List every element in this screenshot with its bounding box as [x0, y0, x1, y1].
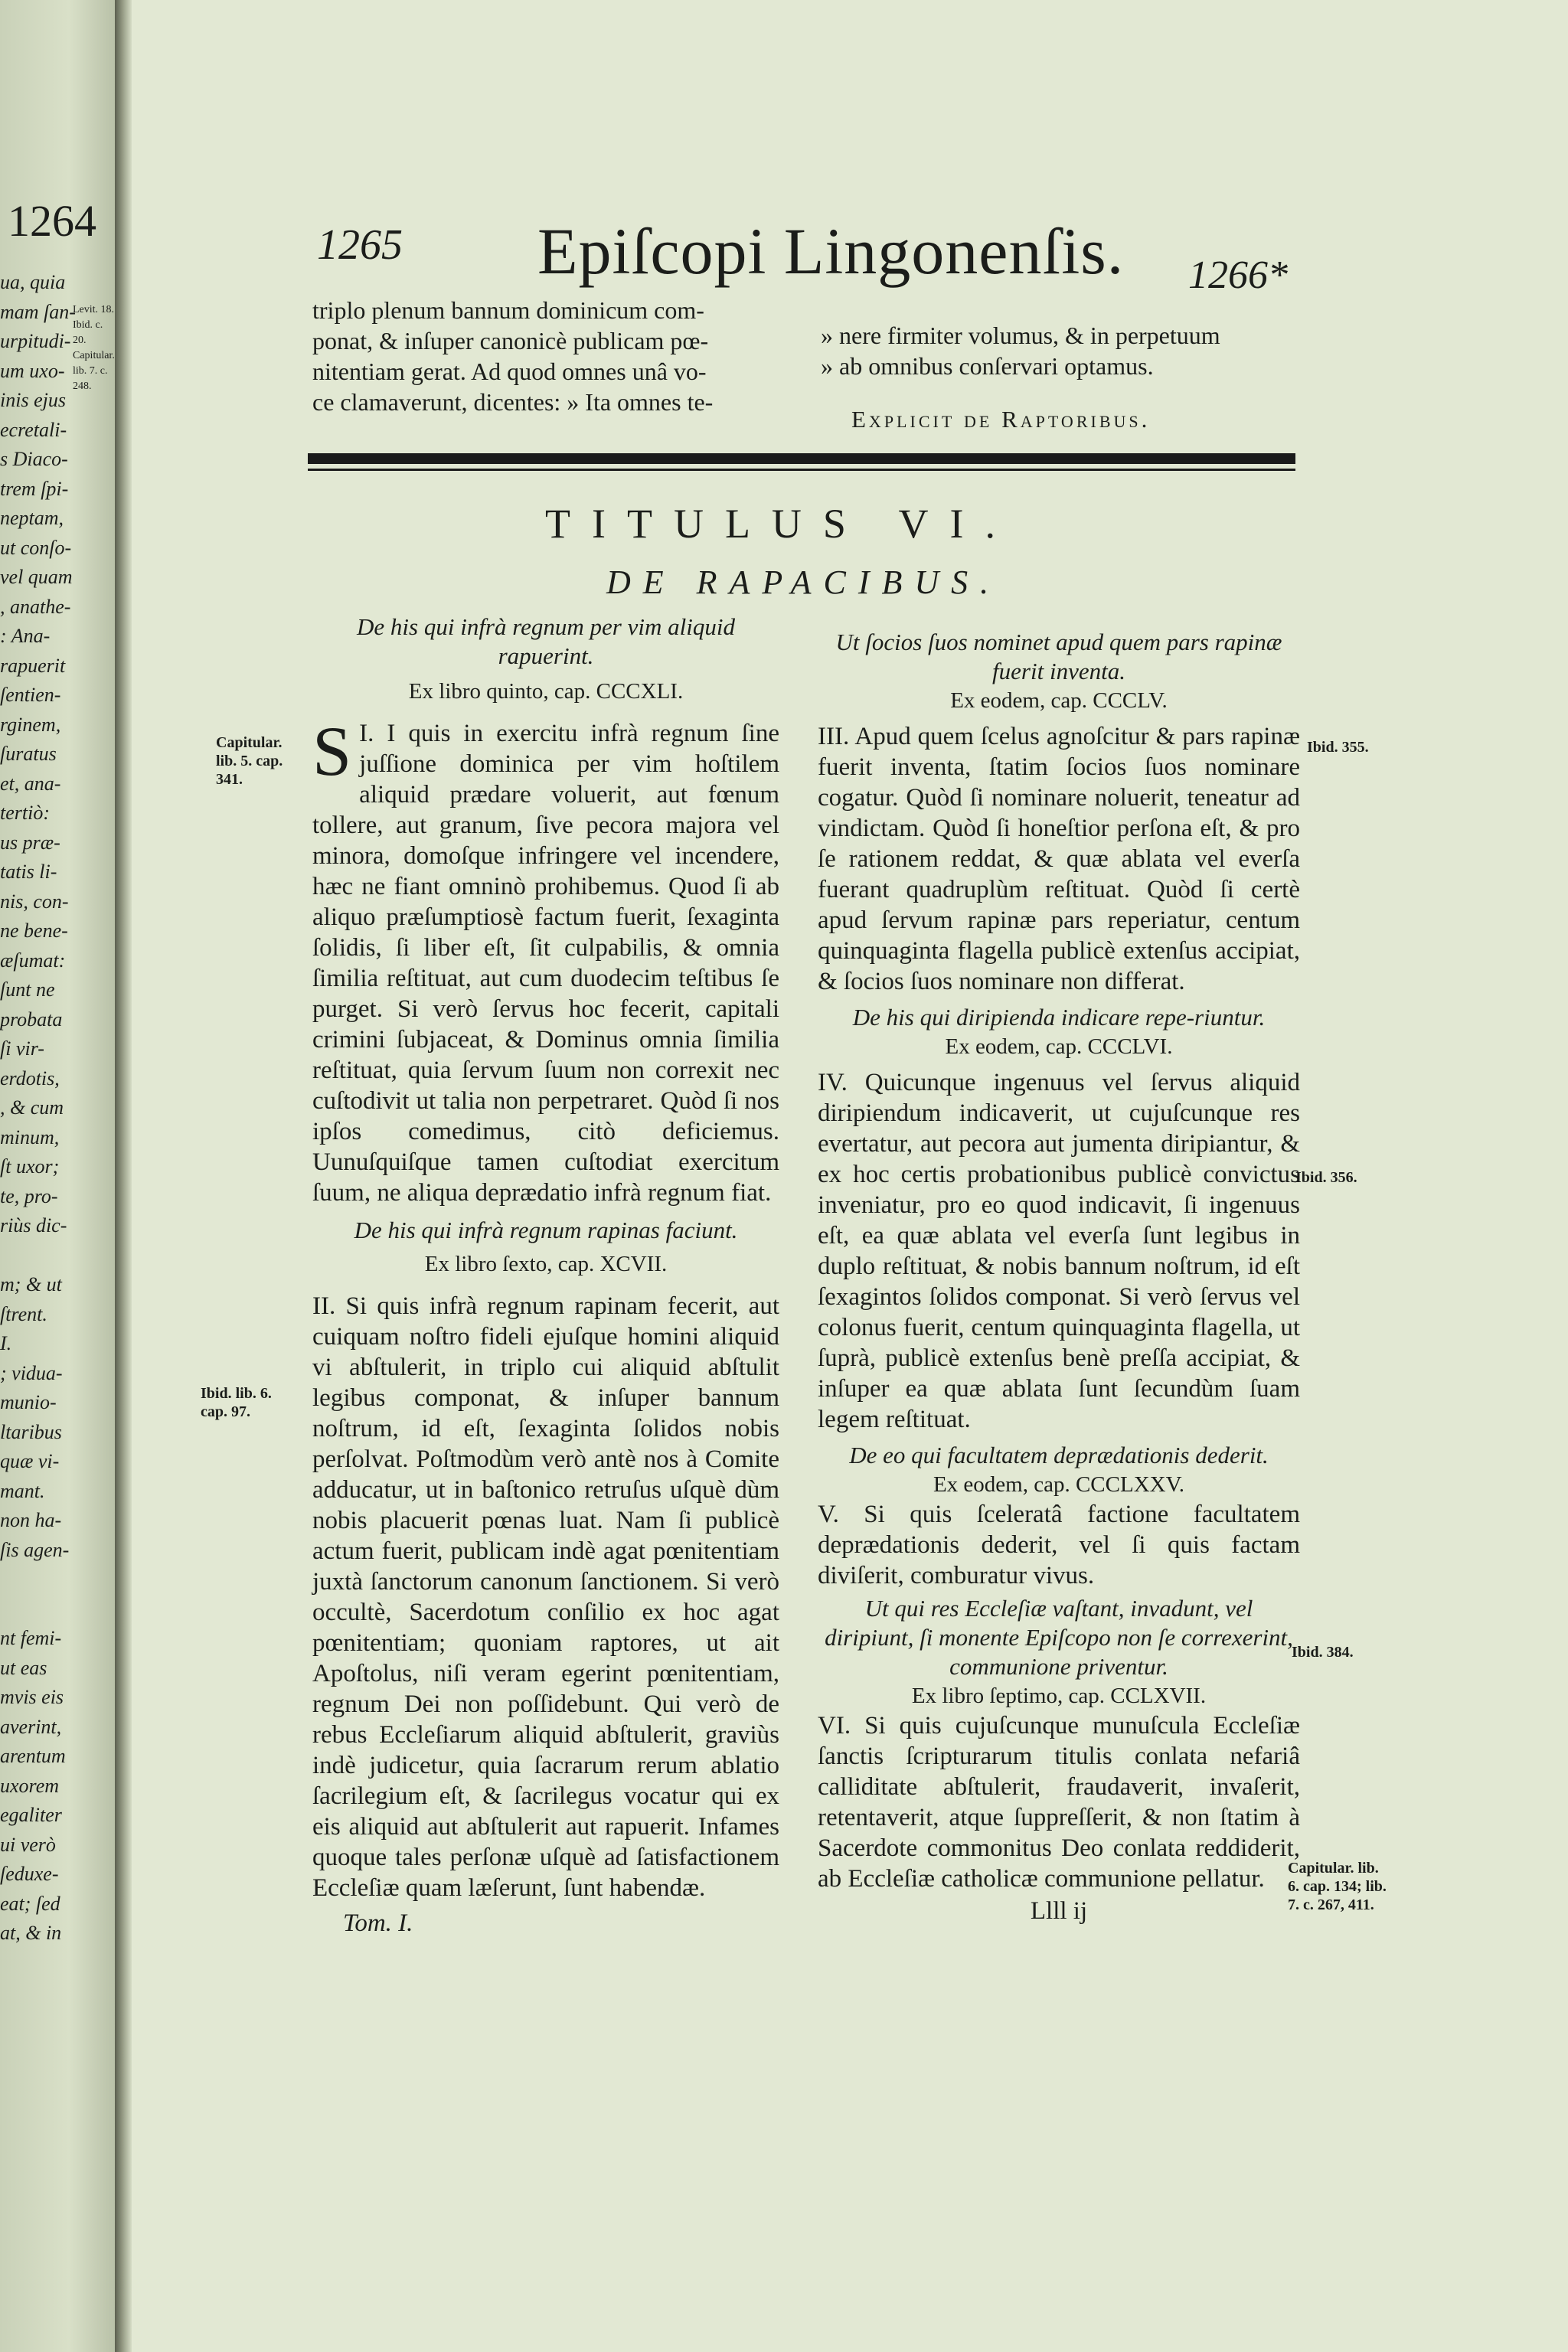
margin-note-4: Ibid. 356. — [1295, 1169, 1357, 1186]
left-page-margin-note: Levit. 18. — [73, 304, 115, 315]
left-page-line: us præ- — [0, 831, 60, 854]
tome-label: Tom. I. — [343, 1909, 413, 1937]
left-page-line: m; & ut — [0, 1273, 62, 1295]
left-page-line: ua, quia — [0, 271, 66, 293]
paragraph-1 — [312, 712, 779, 1208]
left-page-line: rapuerit — [0, 654, 66, 677]
left-page-line: ſuratus — [0, 743, 57, 765]
section-rule — [308, 453, 1295, 464]
left-page-line: urpitudi- — [0, 330, 71, 352]
rubric-right-4: Ut qui res Eccleſiæ vaſtant, invadunt, vel diripiunt, ſi monente Epiſcopo non ſe correxerint, communione priventur. — [825, 1595, 1293, 1680]
left-page-line: s Diaco- — [0, 448, 68, 470]
left-page-line: ſentien- — [0, 684, 61, 706]
left-page-line: tertiò: — [0, 802, 50, 824]
paragraph-5: V. Si quis ſceleratâ factione facultatem deprædationis dederit, vel ſi quis factam diviſerit, comburatur vivus. — [818, 1501, 1300, 1589]
top-right-line: » nere firmiter volumus, & in perpetuum — [821, 322, 1220, 349]
left-page-line: egaliter — [0, 1804, 62, 1826]
margin-note-2: Ibid. lib. 6. cap. 97. — [201, 1385, 272, 1420]
left-page-line: eat; ſed — [0, 1892, 60, 1915]
left-page-line: minum, — [0, 1125, 60, 1148]
left-page-line: ut eas — [0, 1656, 47, 1679]
header-title: Epiſcopi Lingonenſis. — [537, 214, 1125, 288]
book-gutter — [115, 0, 132, 2352]
left-page-line: quæ vi- — [0, 1450, 60, 1472]
left-page-number: 1264 — [8, 196, 96, 246]
left-page-line: averint, — [0, 1715, 62, 1738]
left-page-line — [0, 1565, 76, 1595]
paragraph-2: II. Si quis infrà regnum rapinam fecerit, aut cuiquam noſtro fideli ejuſque homini aliquid vi abſtulerit, in triplo cui aliquid abſtulit legibus componat, & inſuper bannum noſtrum, id eſt, ſexaginta ſolidos nobis perſolvat. Poſtmodùm verò antè nos à Comite adducatur, ut in baſtonico retruſus uſquè dùm nobis placuerit pœnas luat. Nam ſi publicè actum fuerit, publicam indè agat pœnitentiam juxtà ſanctorum canonum ſanctionem. Si verò occultè, Sacerdotum conſilio ex hoc agat pœnitentiam; quoniam raptores, ut ait Apoſtolus, niſi veram egerint pœnitentiam, regnum Dei non poſſidebunt. Qui verò de rebus Eccleſiarum aliquid abſtulerit, graviùs indè judicetur, quia ſacrarum rerum ablatio ſacrilegium eſt, & ſacrilegus vocatur qui ex eis aliquid aut abſtulerit aut rapuerit. Infames quoque tales perſonæ uſquè ad ſatisfactionem Eccleſiæ quam læſerunt, ſunt habendæ. — [312, 1292, 779, 1902]
margin-note-1: Capitular. lib. 5. cap. 341. — [216, 734, 283, 788]
rubric-right-3: De eo qui facultatem deprædationis dederit. — [849, 1442, 1269, 1468]
header-page-number-left: 1265 — [317, 221, 403, 269]
left-page-line: uxorem — [0, 1774, 60, 1797]
source-right-1: Ex eodem, cap. CCCLV. — [950, 688, 1168, 713]
top-right-line: » ab omnibus conſervari optamus. — [821, 352, 1154, 380]
left-page-line: , & cum — [0, 1096, 64, 1119]
left-page-line: mvis eis — [0, 1686, 64, 1708]
right-page — [132, 0, 1568, 2352]
drop-cap: S — [312, 712, 352, 790]
left-page-line: munio- — [0, 1391, 57, 1413]
rubric-right-1: Ut ſocios ſuos nominet apud quem pars rapinæ fuerit inventa. — [835, 629, 1282, 684]
left-page-line — [0, 1595, 76, 1625]
left-page-line: ſtrent. — [0, 1302, 47, 1325]
left-page-line: arentum — [0, 1745, 66, 1767]
top-left-line: ce clamaverunt, dicentes: » Ita omnes te- — [312, 388, 714, 416]
paragraph-6: VI. Si quis cujuſcunque munuſcula Eccleſiæ ſanctis ſcripturarum titulis conlata nefariâ calliditate abſtulerit, fraudaverit, invaſerit, retentaverit, atque ſuppreſſerit, & non ſtatim à Sacerdote commonitus Deo conlata reddiderit, ab Eccleſiæ catholicæ communione pellatur. — [818, 1712, 1300, 1893]
left-page-line: nis, con- — [0, 890, 69, 913]
rubric-right-2: De his qui diripienda indicare repe-riuntur. — [852, 1004, 1266, 1031]
source-right-2: Ex eodem, cap. CCCLVI. — [945, 1034, 1173, 1059]
paragraph-3: III. Apud quem ſcelus agnoſcitur & pars rapinæ fuerit inventa, ſtatim ſocios ſuos nominare cogatur. Quòd ſi nominare noluerit, teneatur ad vindictam. Quòd ſi honeſtior perſona eſt, & pro ſe rationem reddat, & quæ ablata vel everſa fuerant quadruplùm reſtituat. Quòd ſi certè apud ſervum rapinæ pars reperiatur, centum quinquaginta flagella publicè extenſus accipiat, & ſocios ſuos nominare non differat. — [818, 723, 1300, 995]
left-page-text — [0, 268, 76, 1949]
left-page-line — [0, 1241, 76, 1271]
left-page-line: ecretali- — [0, 418, 67, 441]
left-page-line: , anathe- — [0, 595, 71, 618]
margin-note-5: Ibid. 384. — [1292, 1644, 1354, 1661]
left-page-line: um uxo- — [0, 359, 65, 382]
left-page-line: ſunt ne — [0, 978, 55, 1001]
left-page-line: I. — [0, 1332, 12, 1354]
margin-note-3: Ibid. 355. — [1307, 739, 1369, 756]
left-page-line: ſi vir- — [0, 1037, 44, 1060]
explicit-line: Explicit de Raptoribus. — [851, 406, 1151, 433]
header-page-number-right: 1266* — [1188, 253, 1288, 297]
left-page-line: mant. — [0, 1479, 45, 1502]
left-page-line: neptam, — [0, 507, 64, 529]
left-page-line: riùs dic- — [0, 1214, 67, 1236]
paragraph-1-number: I. — [359, 720, 387, 747]
left-page-line: ut conſo- — [0, 536, 72, 559]
left-page-line: trem ſpi- — [0, 477, 69, 500]
left-page-line: mam ſan- — [0, 300, 76, 323]
top-right-text — [821, 320, 1295, 381]
left-page-line: et, ana- — [0, 772, 61, 795]
left-page-line: non ha- — [0, 1509, 62, 1531]
left-page-line: rginem, — [0, 713, 61, 736]
left-page-margin-note: Capitular. lib. 7. c. 248. — [73, 350, 115, 392]
top-left-line: triplo plenum bannum dominicum com- — [312, 296, 704, 324]
top-left-line: ponat, & inſuper canonicè publicam pœ- — [312, 327, 709, 354]
rubric-left-1: De his qui infrà regnum per vim aliquid rapuerint. — [357, 613, 735, 669]
de-rapacibus-heading: DE RAPACIBUS. — [606, 564, 1001, 601]
right-column — [818, 628, 1300, 1926]
source-left-2: Ex libro ſexto, cap. XCVII. — [424, 1252, 668, 1276]
left-page-line: te, pro- — [0, 1184, 58, 1207]
paragraph-4: IV. Quicunque ingenuus vel ſervus aliquid diripiendum indicaverit, ut cujuſcunque res evertatur, aut pecora aut jumenta diripiantur, & ex hoc certis probationibus publicè convictus inveniatur, pro eo quod indicavit, ſi ingenuus eſt, ea quæ ablata vel everſa ſunt legibus in duplo reſtituat, & nobis bannum noſtrum, id eſt ſexagintos ſolidos componat. Si verò ſervus vel colonus fuerit, centum quinquaginta flagella, ut ſuprà, publicè extenſus benè preſſa accipiat, & inſuper ea quæ ablata ſunt ſecundùm ſuam legem reſtituat. — [818, 1069, 1300, 1433]
left-page-line: ſeduxe- — [0, 1863, 59, 1885]
left-page-line: ltaribus — [0, 1420, 62, 1443]
left-page-line: : Ana- — [0, 625, 51, 647]
left-page-line: ui verò — [0, 1833, 56, 1856]
left-page-margin-note: Ibid. c. 20. — [73, 319, 103, 346]
section-rule-thin — [308, 469, 1295, 471]
left-page-line: at, & in — [0, 1922, 62, 1944]
left-column — [312, 612, 779, 1939]
top-left-line: nitentiam gerat. Ad quod omnes unâ vo- — [312, 358, 707, 385]
margin-note-6: Capitular. lib. 6. cap. 134; lib. 7. c. 267, 411. — [1288, 1860, 1387, 1913]
left-page-line: inis ejus — [0, 389, 66, 411]
rubric-left-2: De his qui infrà regnum rapinas faciunt. — [354, 1217, 738, 1243]
left-page-margin-notes — [73, 302, 115, 394]
signature-mark: Llll ij — [1030, 1897, 1088, 1925]
left-page-line: tatis li- — [0, 861, 57, 883]
left-page-line: nt femi- — [0, 1627, 62, 1649]
left-page-line: ; vidua- — [0, 1361, 63, 1384]
left-page-line: æſumat: — [0, 949, 66, 972]
top-left-text — [312, 295, 741, 417]
titulus-heading: TITULUS VI. — [545, 501, 1017, 547]
left-page — [0, 0, 115, 2352]
source-left-1: Ex libro quinto, cap. CCCXLI. — [408, 679, 684, 704]
left-page-line: ſis agen- — [0, 1538, 70, 1561]
left-page-line: ne bene- — [0, 920, 68, 942]
left-page-line: probata — [0, 1008, 63, 1031]
source-right-4: Ex libro ſeptimo, cap. CCLXVII. — [911, 1684, 1207, 1708]
source-right-3: Ex eodem, cap. CCCLXXV. — [933, 1472, 1185, 1497]
paragraph-1-text: I quis in exercitu infrà regnum ſine juſſione dominica per vim hoſtilem aliquid prædare voluerit, aut fœnum tollere, aut granum, ſive pecora majora vel minora, domoſque infringere vel incendere, hæc ne fiant omninò prohibemus. Quod ſi ab aliquo præſumptiosè factum fuerit, ſexaginta ſolidis, ſi liber eſt, ſit culpabilis, & omnia ſimilia reſtituat, aut cum duodecim teſtibus ſe purget. Si verò ſervus hoc fecerit, capitali crimini ſubjaceat, & Dominus omnia ſimilia reſtituat, quia ſervum ſuum non correxit nec cuſtodivit ut talia non perpetraret. Quòd ſi nos ipſos comedimus, citò deficiemus. Uunuſquiſque tamen cuſtodiat exercitum ſuum, ne aliqua deprædatio infrà regnum fiat. — [312, 720, 779, 1207]
left-page-line: ſt uxor; — [0, 1155, 60, 1178]
left-page-line: vel quam — [0, 566, 73, 588]
left-page-line: erdotis, — [0, 1067, 60, 1089]
